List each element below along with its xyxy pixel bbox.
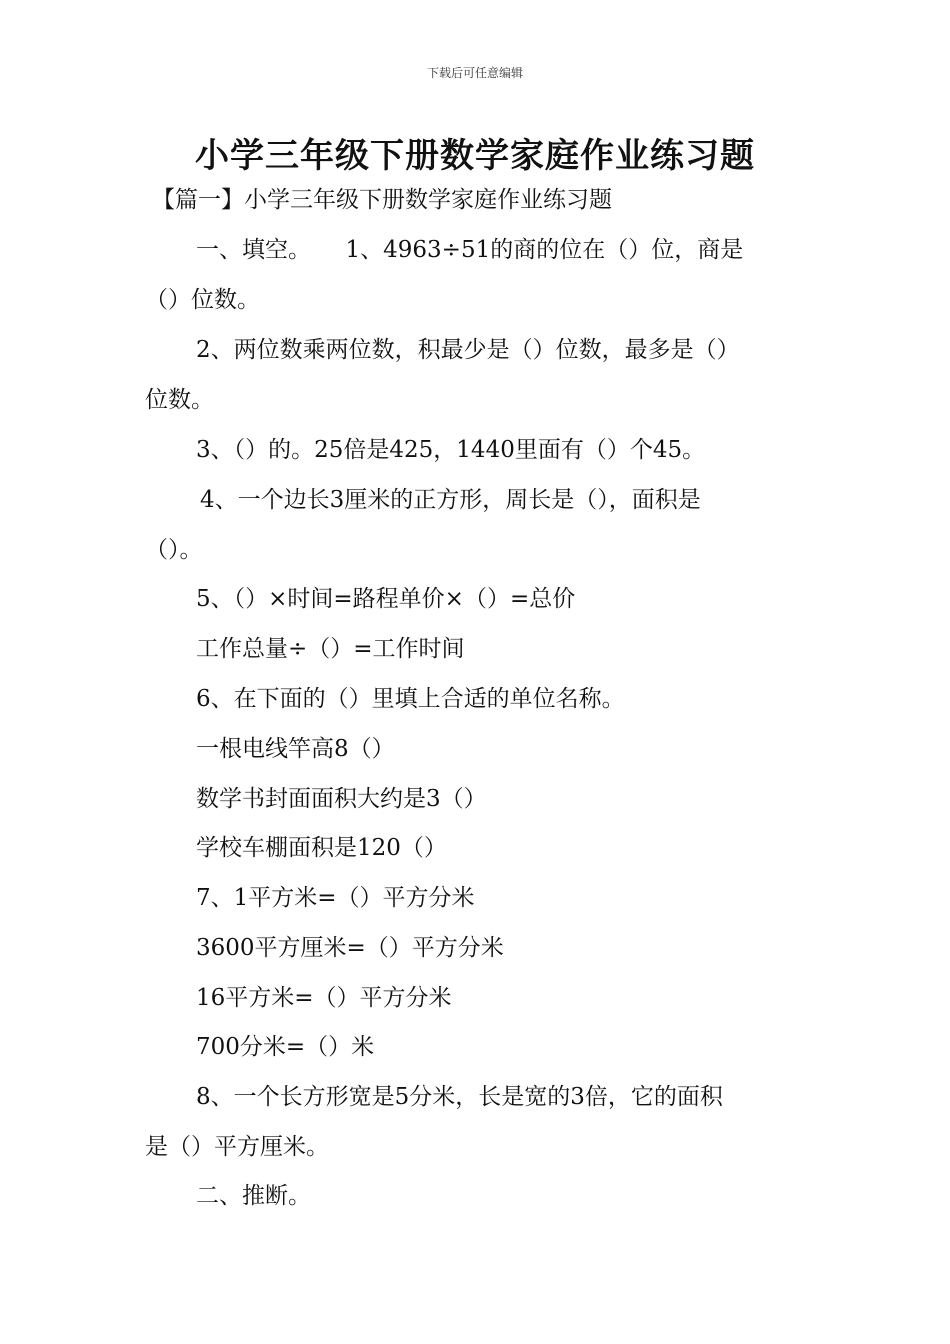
question-7-item-2: 3600平方厘米=（）平方分米 bbox=[196, 935, 504, 961]
question-6-item-2: 数学书封面面积大约是3（） bbox=[196, 786, 487, 812]
question-5-line-1: 5、（）×时间=路程单价×（）=总价 bbox=[196, 586, 576, 612]
question-3: 3、（）的。25倍是425，1440里面有（）个45。 bbox=[196, 437, 706, 463]
section-2-heading: 二、推断。 bbox=[196, 1183, 311, 1209]
question-8-line-2: 是（）平方厘米。 bbox=[145, 1134, 329, 1160]
question-2-line-1: 2、两位数乘两位数，积最少是（）位数，最多是（） bbox=[196, 337, 740, 363]
question-6: 6、在下面的（）里填上合适的单位名称。 bbox=[196, 686, 625, 712]
question-4-line-2: （）。 bbox=[145, 537, 203, 563]
question-7-item-4: 700分米=（）米 bbox=[196, 1034, 375, 1060]
question-7-item-1: 7、1平方米=（）平方分米 bbox=[196, 885, 475, 911]
question-8-line-1: 8、一个长方形宽是5分米，长是宽的3倍，它的面积 bbox=[196, 1084, 723, 1110]
question-5-line-2: 工作总量÷（）=工作时间 bbox=[196, 636, 465, 662]
section-heading: 【篇一】小学三年级下册数学家庭作业练习题 bbox=[152, 187, 612, 213]
question-1-line-2: （）位数。 bbox=[145, 287, 260, 313]
question-6-item-3: 学校车棚面积是120（） bbox=[196, 835, 447, 861]
question-1-line-1: 一、填空。 1、4963÷51的商的位在（）位，商是 bbox=[196, 237, 744, 263]
question-6-item-1: 一根电线竿高8（） bbox=[196, 736, 395, 762]
page-header: 下载后可任意编辑 bbox=[426, 66, 523, 80]
question-2-line-2: 位数。 bbox=[145, 387, 214, 413]
question-4-line-1: 4、一个边长3厘米的正方形，周长是（），面积是 bbox=[200, 487, 701, 513]
question-7-item-3: 16平方米=（）平方分米 bbox=[196, 985, 452, 1011]
document-title: 小学三年级下册数学家庭作业练习题 bbox=[195, 136, 755, 176]
